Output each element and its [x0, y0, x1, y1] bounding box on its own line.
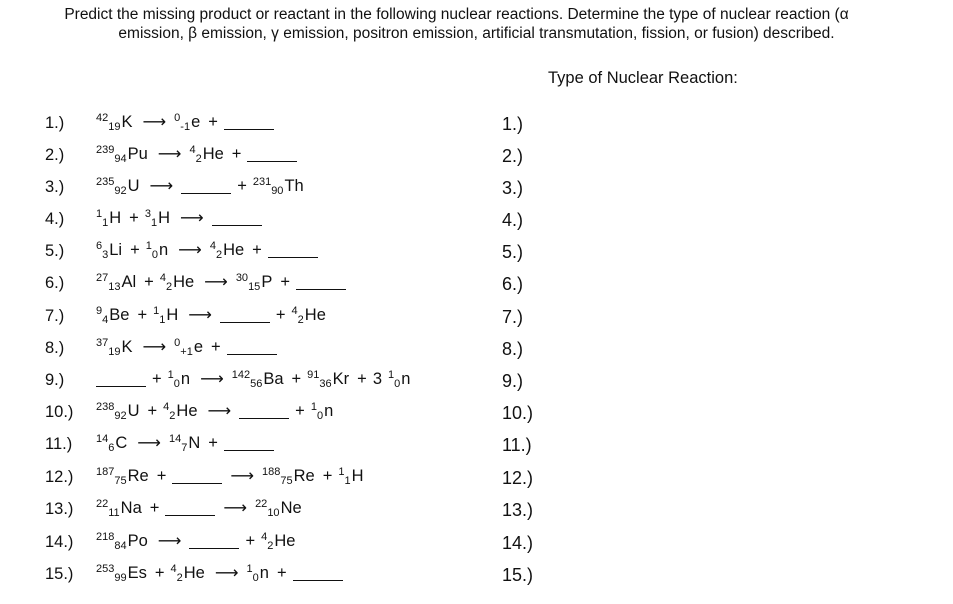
mass-number: 42 — [96, 112, 109, 124]
reaction-row — [0, 529, 953, 557]
nuclide — [96, 208, 121, 229]
nuclide — [163, 401, 197, 422]
reaction-equation — [96, 240, 318, 261]
atomic-number: 2 — [195, 153, 202, 165]
nuclide — [210, 240, 244, 261]
type-of-reaction-heading: Type of Nuclear Reaction: — [548, 69, 738, 87]
reaction-row — [0, 142, 953, 170]
nuclide — [253, 176, 304, 197]
element-symbol: Be — [109, 306, 130, 324]
plus-sign: + — [152, 370, 162, 388]
atomic-number: 2 — [165, 281, 173, 293]
reaction-type-answer-number: 1.) — [502, 114, 524, 134]
reaction-equation — [96, 208, 262, 229]
mass-number: 1 — [96, 208, 103, 220]
reaction-equation — [96, 401, 335, 422]
reaction-equation — [96, 144, 297, 165]
plus-sign: + — [147, 402, 158, 420]
answer-blank[interactable] — [268, 241, 318, 258]
mass-number: 91 — [307, 369, 320, 381]
mass-number: 22 — [96, 498, 109, 510]
nuclide — [96, 240, 122, 261]
reaction-arrow: ⟶ — [223, 499, 248, 517]
mass-number: 238 — [96, 401, 115, 413]
mass-number: 3 — [144, 208, 151, 220]
instructions — [0, 5, 953, 43]
plus-sign: + — [211, 338, 221, 356]
nuclide — [261, 531, 295, 552]
element-symbol: n — [259, 564, 269, 582]
atomic-number: 4 — [102, 314, 109, 326]
answer-blank[interactable] — [189, 532, 239, 549]
nuclide — [255, 498, 302, 519]
nuclide — [307, 369, 349, 390]
reaction-equation — [96, 466, 366, 487]
atomic-number: 13 — [108, 281, 121, 293]
reaction-row — [0, 496, 953, 524]
reaction-arrow: ⟶ — [179, 209, 204, 227]
mass-number: 1 — [310, 401, 317, 413]
element-symbol: He — [274, 532, 296, 550]
atomic-number: 3 — [102, 249, 109, 261]
atomic-number: 2 — [215, 249, 223, 261]
answer-blank[interactable] — [293, 564, 343, 581]
nuclide — [338, 466, 363, 487]
plus-sign: + — [357, 370, 367, 388]
plus-sign: + — [130, 241, 140, 259]
atomic-number: 19 — [108, 121, 121, 133]
atomic-number: 11 — [108, 507, 120, 519]
element-symbol: Th — [284, 177, 304, 195]
element-symbol: K — [121, 113, 133, 131]
reaction-row — [0, 174, 953, 202]
mass-number: 1 — [246, 563, 253, 575]
element-symbol: n — [180, 370, 191, 388]
mass-number: 235 — [96, 176, 115, 188]
plus-sign: + — [237, 177, 247, 195]
mass-number: 1 — [338, 466, 345, 478]
nuclide — [153, 305, 178, 326]
nuclide — [174, 337, 203, 358]
reaction-equation — [96, 433, 274, 454]
element-symbol: He — [183, 564, 205, 582]
mass-number: 6 — [96, 240, 103, 252]
plus-sign: + — [154, 564, 165, 582]
mass-number: 1 — [153, 305, 160, 317]
reaction-row — [0, 303, 953, 331]
reaction-type-answer-number: 4.) — [502, 210, 524, 230]
element-symbol: Re — [127, 467, 149, 485]
element-symbol: Na — [120, 499, 142, 517]
reaction-number: 1.) — [45, 114, 65, 132]
answer-blank[interactable] — [181, 177, 231, 194]
atomic-number: 15 — [248, 281, 261, 293]
reaction-arrow: ⟶ — [157, 145, 182, 163]
reaction-number: 7.) — [45, 307, 65, 325]
nuclide — [96, 498, 142, 519]
atomic-number: 92 — [114, 185, 127, 197]
reaction-row — [0, 431, 953, 459]
answer-blank[interactable] — [296, 273, 346, 290]
plus-sign: + — [291, 370, 302, 388]
element-symbol: H — [109, 209, 122, 227]
element-symbol: Pu — [127, 145, 148, 163]
plus-sign: + — [129, 209, 139, 227]
element-symbol: Re — [293, 467, 315, 485]
nuclide — [96, 563, 147, 584]
atomic-number: 2 — [169, 410, 176, 422]
mass-number: 4 — [163, 401, 170, 413]
mass-number: 142 — [231, 369, 251, 381]
nuclide — [96, 401, 140, 422]
plus-sign: + — [276, 564, 287, 582]
plus-sign: + — [208, 113, 218, 131]
element-symbol: U — [127, 402, 140, 420]
reaction-row — [0, 367, 953, 395]
coefficient: 3 — [372, 370, 382, 388]
reaction-number: 4.) — [45, 210, 65, 228]
mass-number: 14 — [168, 433, 182, 445]
element-symbol: e — [193, 338, 204, 356]
reaction-number: 13.) — [45, 500, 74, 518]
mass-number: 253 — [96, 563, 115, 575]
nuclide — [168, 369, 190, 390]
nuclide — [96, 337, 133, 358]
reaction-equation — [96, 272, 346, 293]
reaction-arrow: ⟶ — [178, 241, 202, 259]
answer-blank[interactable] — [220, 306, 270, 323]
plus-sign: + — [280, 273, 290, 291]
atomic-number: 36 — [319, 378, 332, 390]
mass-number: 27 — [96, 272, 109, 284]
nuclide — [189, 144, 223, 165]
element-symbol: He — [176, 402, 198, 420]
answer-blank[interactable] — [165, 499, 215, 516]
reaction-number: 10.) — [45, 403, 74, 421]
nuclide — [96, 305, 129, 326]
element-symbol: H — [166, 306, 179, 324]
plus-sign: + — [295, 402, 305, 420]
element-symbol: U — [127, 177, 140, 195]
mass-number: 187 — [96, 466, 115, 478]
reaction-type-answer-number: 3.) — [502, 178, 524, 198]
reaction-number: 11.) — [45, 435, 73, 453]
element-symbol: He — [223, 241, 245, 259]
mass-number: 218 — [96, 531, 115, 543]
answer-blank[interactable] — [239, 402, 289, 419]
reaction-type-answer-number: 11.) — [502, 435, 532, 455]
reaction-equation — [96, 563, 343, 584]
nuclide — [262, 466, 315, 487]
atomic-number: 1 — [102, 217, 109, 229]
atomic-number: 0 — [151, 249, 158, 261]
element-symbol: He — [304, 306, 326, 324]
reaction-arrow: ⟶ — [149, 177, 174, 195]
plus-sign: + — [275, 306, 286, 324]
plus-sign: + — [252, 241, 262, 259]
atomic-number: 75 — [280, 475, 293, 487]
element-symbol: Li — [109, 241, 123, 259]
mass-number: 4 — [159, 272, 166, 284]
atomic-number: 10 — [267, 507, 280, 519]
atomic-number: 0 — [173, 378, 180, 390]
nuclide — [236, 272, 273, 293]
reaction-number: 15.) — [45, 565, 74, 583]
element-symbol: e — [191, 113, 201, 131]
mass-number: 231 — [252, 176, 272, 188]
reaction-type-answer-number: 2.) — [502, 146, 524, 166]
reaction-number: 8.) — [45, 339, 65, 357]
reaction-type-answer-number: 13.) — [502, 500, 534, 520]
mass-number: 4 — [170, 563, 177, 575]
mass-number: 0 — [174, 337, 181, 349]
element-symbol: Ne — [280, 499, 302, 517]
atomic-number: +1 — [180, 346, 193, 358]
reaction-number: 2.) — [45, 146, 65, 164]
reaction-number: 9.) — [45, 371, 65, 389]
plus-sign: + — [208, 434, 218, 452]
reaction-arrow: ⟶ — [137, 434, 161, 452]
atomic-number: 99 — [114, 572, 127, 584]
nuclide — [160, 272, 194, 293]
element-symbol: n — [324, 402, 334, 420]
plus-sign: + — [322, 467, 333, 485]
reaction-type-answer-number: 5.) — [502, 242, 524, 262]
nuclide — [96, 272, 136, 293]
atomic-number: 1 — [344, 475, 351, 487]
answer-blank[interactable] — [224, 434, 274, 451]
reaction-number: 5.) — [45, 242, 65, 260]
atomic-number: 56 — [250, 378, 263, 390]
element-symbol: N — [188, 434, 201, 452]
reaction-row — [0, 335, 953, 363]
nuclide — [145, 208, 170, 229]
nuclide — [96, 466, 149, 487]
mass-number: 4 — [291, 305, 298, 317]
mass-number: 239 — [96, 144, 115, 156]
plus-sign: + — [144, 273, 154, 291]
mass-number: 22 — [255, 498, 268, 510]
nuclide — [169, 433, 200, 454]
reaction-type-answer-number: 15.) — [502, 565, 534, 585]
answer-blank[interactable] — [227, 338, 277, 355]
atomic-number: 0 — [316, 410, 324, 422]
nuclide — [96, 531, 148, 552]
nuclide — [171, 563, 205, 584]
element-symbol: Es — [127, 564, 147, 582]
nuclide — [96, 144, 148, 165]
mass-number: 1 — [388, 369, 395, 381]
atomic-number: 1 — [159, 314, 166, 326]
reaction-equation — [96, 531, 297, 552]
element-symbol: H — [158, 209, 170, 227]
atomic-number: 84 — [114, 540, 127, 552]
reaction-arrow: ⟶ — [214, 564, 239, 582]
reaction-type-answer-number: 10.) — [502, 403, 534, 423]
reaction-arrow: ⟶ — [204, 273, 228, 291]
mass-number: 1 — [167, 369, 174, 381]
reaction-arrow: ⟶ — [142, 338, 167, 356]
nuclide — [174, 112, 200, 133]
reaction-equation — [96, 498, 304, 519]
element-symbol: Po — [127, 532, 148, 550]
plus-sign: + — [149, 499, 160, 517]
atomic-number: 94 — [114, 153, 127, 165]
reaction-row — [0, 110, 953, 138]
mass-number: 0 — [174, 112, 181, 124]
element-symbol: Kr — [332, 370, 350, 388]
reaction-number: 12.) — [45, 468, 74, 486]
reaction-arrow: ⟶ — [207, 402, 232, 420]
element-symbol: n — [401, 370, 411, 388]
nuclide — [247, 563, 269, 584]
reaction-arrow: ⟶ — [200, 370, 224, 388]
reaction-arrow: ⟶ — [142, 113, 167, 131]
element-symbol: H — [351, 467, 364, 485]
atomic-number: 90 — [271, 185, 284, 197]
plus-sign: + — [156, 467, 167, 485]
instructions-line-1: Predict the missing product or reactant in the following nuclear reactions. Determine the type of nuclear reaction (α — [64, 6, 849, 23]
answer-blank[interactable] — [224, 113, 274, 130]
answer-blank[interactable] — [247, 145, 297, 162]
reaction-type-answer-number: 9.) — [502, 371, 524, 391]
atomic-number: -1 — [180, 121, 191, 133]
reaction-type-answer-number: 7.) — [502, 307, 524, 327]
mass-number: 30 — [235, 272, 249, 284]
mass-number: 4 — [261, 531, 268, 543]
instructions-line-2: emission, β emission, γ emission, positron emission, artificial transmutation, fission, or fusion) described. — [118, 25, 835, 42]
reaction-row — [0, 399, 953, 427]
mass-number: 9 — [96, 305, 103, 317]
reaction-row — [0, 238, 953, 266]
reaction-row — [0, 561, 953, 589]
nuclide — [232, 369, 284, 390]
plus-sign: + — [137, 306, 148, 324]
reaction-equation — [96, 369, 412, 390]
element-symbol: Ba — [263, 370, 284, 388]
reaction-equation — [96, 112, 274, 133]
atomic-number: 19 — [108, 346, 121, 358]
reaction-type-answer-number: 12.) — [502, 468, 534, 488]
atomic-number: 2 — [267, 540, 274, 552]
atomic-number: 0 — [394, 378, 401, 390]
element-symbol: C — [115, 434, 128, 452]
atomic-number: 6 — [108, 442, 115, 454]
nuclide — [96, 112, 133, 133]
reaction-equation — [96, 305, 328, 326]
atomic-number: 1 — [150, 217, 158, 229]
mass-number: 4 — [189, 144, 196, 156]
answer-blank[interactable] — [172, 467, 222, 484]
nuclide — [388, 369, 410, 390]
plus-sign: + — [231, 145, 242, 163]
element-symbol: He — [202, 145, 224, 163]
atomic-number: 2 — [297, 314, 304, 326]
nuclide — [146, 240, 168, 261]
element-symbol: K — [121, 338, 133, 356]
mass-number: 37 — [96, 337, 109, 349]
nuclide — [292, 305, 326, 326]
reaction-row — [0, 206, 953, 234]
element-symbol: He — [173, 273, 195, 291]
reaction-row — [0, 270, 953, 298]
atomic-number: 92 — [114, 410, 127, 422]
nuclide — [96, 176, 140, 197]
reaction-number: 14.) — [45, 533, 74, 551]
reaction-arrow: ⟶ — [230, 467, 254, 485]
element-symbol: n — [158, 241, 169, 259]
reaction-number: 3.) — [45, 178, 65, 196]
reaction-equation — [96, 176, 306, 197]
reaction-arrow: ⟶ — [188, 306, 212, 324]
mass-number: 4 — [209, 240, 216, 252]
atomic-number: 7 — [181, 442, 188, 454]
mass-number: 188 — [262, 466, 281, 478]
reaction-type-answer-number: 8.) — [502, 339, 524, 359]
reaction-number: 6.) — [45, 274, 65, 292]
nuclide — [311, 401, 333, 422]
nuclide — [96, 433, 127, 454]
reaction-arrow: ⟶ — [157, 532, 182, 550]
reaction-type-answer-number: 6.) — [502, 274, 524, 294]
reaction-row — [0, 464, 953, 492]
element-symbol: Al — [121, 273, 137, 291]
atomic-number: 75 — [114, 475, 127, 487]
answer-blank[interactable] — [212, 209, 262, 226]
mass-number: 1 — [145, 240, 152, 252]
reaction-equation — [96, 337, 277, 358]
atomic-number: 0 — [252, 572, 259, 584]
atomic-number: 2 — [176, 572, 183, 584]
reaction-type-answer-number: 14.) — [502, 533, 534, 553]
answer-blank[interactable] — [96, 370, 146, 387]
mass-number: 14 — [96, 433, 109, 445]
element-symbol: P — [261, 273, 273, 291]
plus-sign: + — [245, 532, 256, 550]
